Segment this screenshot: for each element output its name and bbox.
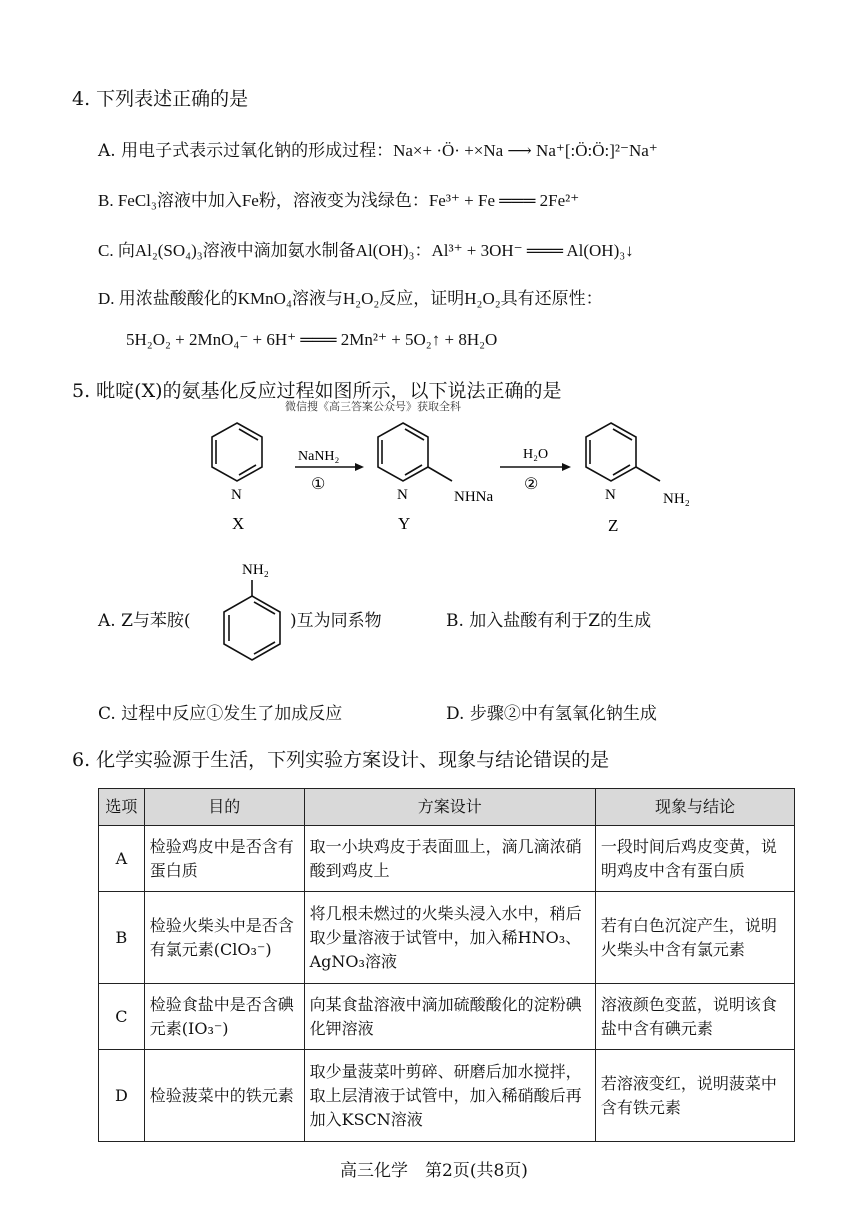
reagent-1: NaNH₂	[298, 449, 340, 464]
label-y: Y	[398, 514, 411, 533]
row-c-purpose: 检验食盐中是否含碘元素(IO₃⁻)	[144, 984, 304, 1050]
step-1-marker: ①	[311, 476, 326, 493]
compound-z-structure	[586, 423, 660, 481]
header-result: 现象与结论	[595, 789, 794, 826]
row-b-purpose: 检验火柴头中是否含有氯元素(ClO₃⁻)	[144, 892, 304, 984]
pyridine-x-nitrogen: N	[231, 487, 242, 503]
row-a-result: 一段时间后鸡皮变黄，说明鸡皮中含有蛋白质	[595, 826, 794, 892]
header-purpose: 目的	[144, 789, 304, 826]
row-a-design: 取一小块鸡皮于表面皿上，滴几滴浓硝酸到鸡皮上	[304, 826, 595, 892]
watermark: 微信搜《高三答案公众号》获取全科	[285, 400, 461, 413]
row-c-option: C	[99, 984, 145, 1050]
row-a-purpose: 检验鸡皮中是否含有蛋白质	[144, 826, 304, 892]
table-row	[99, 892, 795, 984]
q6-stem: 6. 化学实验源于生活，下列实验方案设计、现象与结论错误的是	[72, 749, 610, 771]
aniline-structure	[212, 556, 294, 668]
q4-option-a	[98, 136, 658, 161]
page-footer: 高三化学 第2页(共8页)	[340, 1161, 528, 1181]
compound-z-substituent: NH₂	[663, 491, 690, 507]
q5-option-a-suffix: )互为同系物	[290, 611, 382, 631]
row-c-result: 溶液颜色变蓝，说明该食盐中含有碘元素	[595, 984, 794, 1050]
q4-stem: 4. 下列表述正确的是	[72, 88, 249, 110]
row-d-purpose: 检验菠菜中的铁元素	[144, 1050, 304, 1142]
q5-stem: 5. 吡啶(X)的氨基化反应过程如图所示，以下说法正确的是	[72, 380, 562, 402]
row-d-design: 取少量菠菜叶剪碎、研磨后加水搅拌，取上层清液于试管中，加入稀硝酸后再加入KSCN溶液	[304, 1050, 595, 1142]
q5-option-c: C. 过程中反应①发生了加成反应	[98, 704, 343, 724]
table-row	[99, 984, 795, 1050]
q4-option-b: B. FeCl₃溶液中加入Fe粉，溶液变为浅绿色：Fe³⁺ + Fe ═══ 2Fe²⁺	[98, 191, 580, 210]
step-2-marker: ②	[524, 476, 539, 493]
header-design: 方案设计	[304, 789, 595, 826]
table-row	[99, 1050, 795, 1142]
table-header-row	[99, 789, 795, 826]
header-option: 选项	[99, 789, 145, 826]
row-b-option: B	[99, 892, 145, 984]
q4-option-a-text: A. 用电子式表示过氧化钠的形成过程：	[98, 141, 394, 161]
q4-option-d: D. 用浓盐酸酸化的KMnO₄溶液与H₂O₂反应，证明H₂O₂具有还原性：	[98, 289, 603, 308]
reagent-2: H₂O	[523, 447, 549, 462]
row-c-design: 向某食盐溶液中滴加硫酸酸化的淀粉碘化钾溶液	[304, 984, 595, 1050]
compound-y-substituent: NHNa	[454, 489, 494, 505]
q4-option-a-equation: Na×+ ·Ö· +×Na ⟶ Na⁺[:Ö:Ö:]²⁻Na⁺	[393, 141, 658, 160]
q5-option-d: D. 步骤②中有氢氧化钠生成	[446, 704, 657, 724]
row-b-design: 将几根未燃过的火柴头浸入水中，稍后取少量溶液于试管中，加入稀HNO₃、AgNO₃溶液	[304, 892, 595, 984]
q4-option-d-equation: 5H₂O₂ + 2MnO₄⁻ + 6H⁺ ═══ 2Mn²⁺ + 5O₂↑ + 8H₂O	[126, 330, 498, 349]
row-d-result: 若溶液变红，说明菠菜中含有铁元素	[595, 1050, 794, 1142]
experiment-table	[98, 788, 795, 1142]
row-a-option: A	[99, 826, 145, 892]
compound-z-nitrogen: N	[605, 487, 616, 503]
table-row	[99, 826, 795, 892]
row-b-result: 若有白色沉淀产生，说明火柴头中含有氯元素	[595, 892, 794, 984]
pyridine-x-structure	[212, 423, 262, 481]
compound-y-nitrogen: N	[397, 487, 408, 503]
q5-option-a-prefix: A. Z与苯胺(	[98, 611, 191, 631]
q5-option-b: B. 加入盐酸有利于Z的生成	[446, 611, 652, 631]
label-z: Z	[608, 516, 619, 535]
row-d-option: D	[99, 1050, 145, 1142]
reaction-scheme	[190, 415, 730, 545]
aniline-nh2: NH₂	[242, 562, 269, 578]
compound-y-structure	[378, 423, 452, 481]
label-x: X	[232, 514, 245, 533]
q4-option-c: C. 向Al₂(SO₄)₃溶液中滴加氨水制备Al(OH)₃：Al³⁺ + 3OH⁻ ═══ Al(OH)₃↓	[98, 241, 634, 260]
